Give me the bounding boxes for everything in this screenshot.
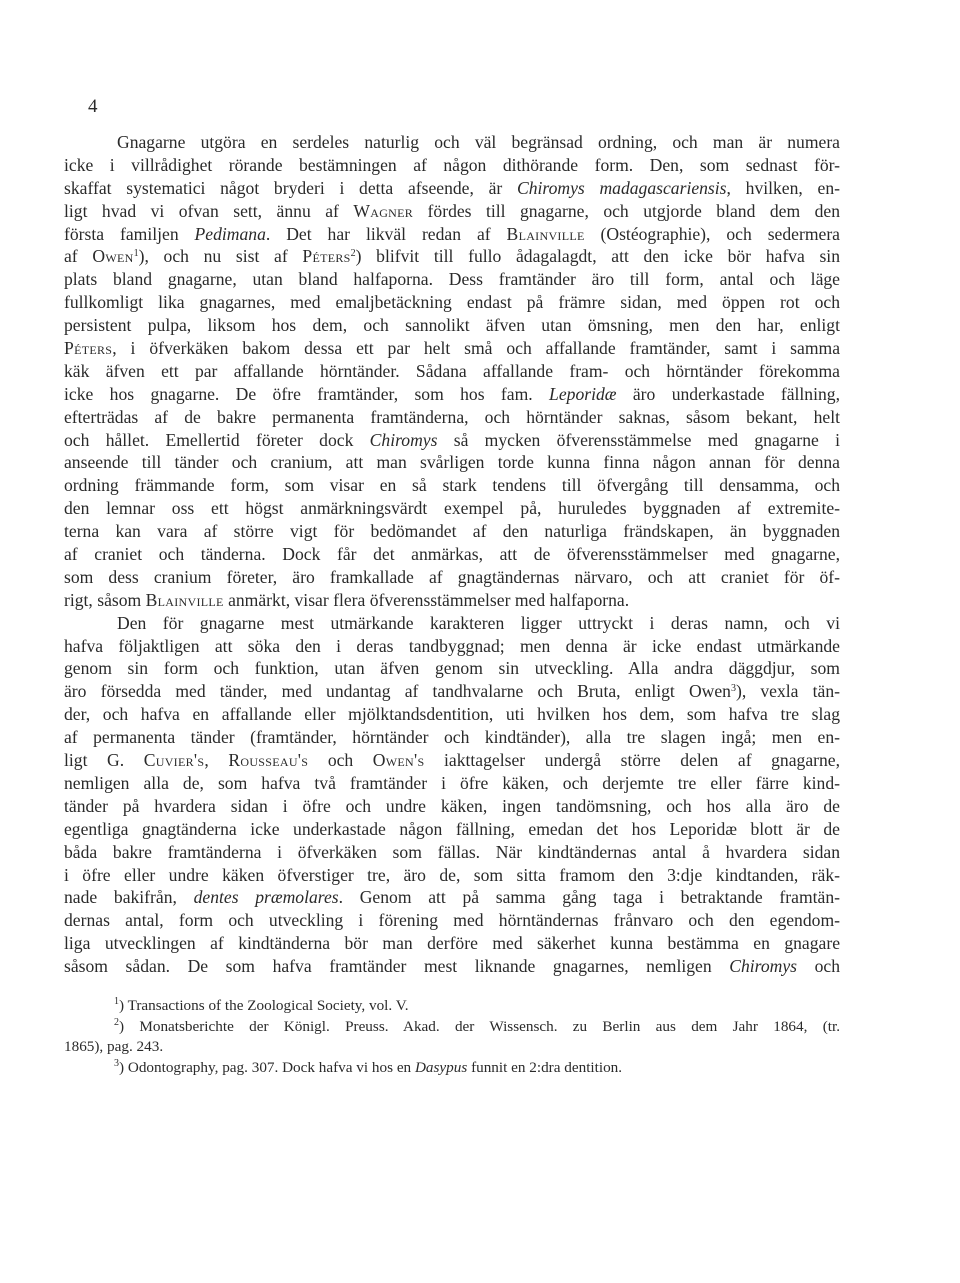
italic-term: Leporidæ: [549, 383, 617, 404]
text-line: [64, 360, 840, 383]
author-name: Cuvier's: [143, 750, 205, 771]
text-line: [64, 429, 840, 452]
text-line: [64, 131, 840, 154]
text-line: [64, 589, 840, 612]
text-run: hafva följaktligen att söka den i deras tandbyggnad; men denna är icke endast utmärkande: [64, 635, 840, 656]
text-line: [64, 154, 840, 177]
footnotes: [64, 996, 840, 1078]
text-line: [64, 864, 840, 887]
text-run: ,: [204, 750, 229, 771]
footnote-line: [64, 1058, 840, 1079]
text-line: [64, 245, 840, 268]
author-name: Blainville: [145, 589, 224, 610]
footnote-marker: 1: [114, 996, 119, 1007]
text-run: som dess cranium företer, äro framkallade af gnagtändernas närvaro, och att craniet för öf-: [64, 566, 840, 587]
text-line: [64, 406, 840, 429]
text-run: af: [64, 246, 93, 267]
author-name: Owen's: [372, 750, 425, 771]
italic-term: Chiromys: [729, 956, 798, 977]
author-name: Péters: [302, 246, 351, 267]
text-line: [64, 200, 840, 223]
text-run: första familjen: [64, 223, 195, 244]
footnote-line: [64, 1037, 840, 1058]
footnote-line: [64, 996, 840, 1017]
text-run: så mycken öfverensstämmelse med gnagarne i: [437, 429, 840, 450]
italic-term: Chiromys: [369, 429, 438, 450]
footnote-line: [64, 1017, 840, 1038]
text-run: funnit en 2:dra dentition.: [467, 1058, 623, 1076]
text-run: icke hos gnagarne. De öfre framtänder, som hos fam.: [64, 383, 550, 404]
text-run: äro försedda med tänder, med undantag af tandhvalarne och Bruta, enligt Owen: [64, 681, 731, 702]
page-number: 4: [88, 96, 98, 117]
text-line: [64, 955, 840, 978]
text-run: persistent pulpa, liksom hos dem, och sannolikt äfven utan ömsning, men den har, enligt: [64, 315, 840, 336]
italic-term: Chiromys madagascariensis: [516, 177, 727, 198]
text-line: [64, 543, 840, 566]
text-line: [64, 268, 840, 291]
text-line: [64, 451, 840, 474]
text-run: skaffat systematici något bryderi i detta afseende, är: [64, 177, 517, 198]
text-line: [64, 177, 840, 200]
text-line: [64, 337, 840, 360]
text-line: [64, 657, 840, 680]
text-run: äro underkastade fällning,: [616, 383, 840, 404]
text-run: ordning främmande form, som visar en så stark tendens till öfvergång till densamma, och: [64, 475, 840, 496]
text-run: fullkomligt lika gnagarnes, med emaljbetäckning endast på främre sidan, med öppen rot och: [64, 292, 840, 313]
text-run: Den för gnagarne mest utmärkande karakteren ligger uttryckt i deras namn, och vi: [117, 612, 840, 633]
text-run: 1865), pag. 243.: [64, 1038, 164, 1055]
text-run: såsom sådan. De som hafva framtänder mest liknande gnagarnes, nemligen: [64, 956, 730, 977]
author-name: Blainville: [506, 223, 585, 244]
text-run: liga utvecklingen af kindtänderna bör man derföre med säkerhet kunna bestämma en gnagare: [64, 933, 840, 954]
text-line: [64, 680, 840, 703]
text-line: [64, 703, 840, 726]
text-line: [64, 726, 840, 749]
text-line: [64, 772, 840, 795]
footnote-marker: 3: [730, 683, 736, 695]
text-line: [64, 932, 840, 955]
text-line: [64, 314, 840, 337]
text-run: anseende till tänder och cranium, att man svårligen torde kunna finna någon annan för denna: [64, 452, 840, 473]
text-line: [64, 474, 840, 497]
text-line: [64, 223, 840, 246]
text-run: ) Odontography, pag. 307. Dock hafva vi hos en: [119, 1058, 415, 1076]
text-line: [64, 520, 840, 543]
italic-term: Pedimana: [194, 223, 266, 244]
text-run: ), och nu sist af: [138, 246, 303, 267]
text-run: , hvilken, en-: [726, 177, 840, 198]
footnote-marker: 2: [114, 1016, 119, 1028]
text-run: dernas antal, form och utveckling i förening med hörntändernas frånvaro och den egendom-: [64, 910, 840, 931]
italic-term: dentes præmolares: [193, 887, 339, 908]
text-line: [64, 291, 840, 314]
text-line: [64, 841, 840, 864]
text-run: ) Transactions of the Zoological Society, vol. V.: [119, 997, 409, 1014]
text-run: der, och hafva en affallande eller mjölktandsdentition, uti hvilken hos dem, som hafva tre slag: [64, 704, 840, 725]
text-run: nemligen alla de, som hafva två framtänder i öfre käken, och derjemte tre eller färre kind-: [64, 772, 840, 793]
text-run: egentliga gnagtänderna icke underkastade någon fällning, emedan det hos Leporidæ blott är de: [64, 818, 840, 839]
text-line: [64, 886, 840, 909]
footnote-marker: 1: [133, 248, 139, 260]
author-name: Owen: [92, 246, 134, 267]
text-run: den lemnar oss ett högst anmärkningsvärdt exempel på, huruledes byggnaden af extremite-: [64, 498, 840, 519]
text-run: käk äfven ett par affallande hörntänder. Sådana affallande fram- och hörntänder förekomma: [64, 360, 840, 381]
text-run: genom sin form och funktion, utan äfven genom sin utveckling. Alla andra däggdjur, som: [64, 658, 840, 679]
text-run: efterträdas af de bakre permanenta framtänderna, och hörntänder saknas, såsom bekant, helt: [64, 406, 840, 427]
text-run: rigt, såsom: [64, 589, 146, 610]
text-line: [64, 909, 840, 932]
author-name: Rousseau's: [228, 750, 309, 771]
italic-term: Dasypus: [414, 1058, 468, 1076]
text-run: fördes till gnagarne, och utgjorde bland dem den: [413, 200, 840, 221]
text-run: nade bakifrån,: [64, 887, 194, 908]
body-text: [64, 131, 840, 978]
text-run: . Genom att på samma gång taga i betraktande framtän-: [338, 887, 840, 908]
text-line: [64, 566, 840, 589]
text-line: [64, 749, 840, 772]
text-run: ) Monatsberichte der Königl. Preuss. Akad. der Wissensch. zu Berlin aus dem Jahr 1864, (tr.: [119, 1017, 840, 1035]
text-line: [64, 612, 840, 635]
text-run: af permanenta tänder (framtänder, hörntänder och kindtänder), alla tre slagen ingå; men en-: [64, 727, 840, 748]
text-line: [64, 795, 840, 818]
text-run: terna kan vara af större vigt för bedömandet af den naturliga frändskapen, än byggnaden: [64, 521, 840, 542]
text-run: och hållet. Emellertid företer dock: [64, 429, 370, 450]
text-line: [64, 497, 840, 520]
text-run: plats bland gnagarne, utan bland halfaporna. Dess framtänder äro till form, antal och läge: [64, 269, 840, 290]
text-run: (Ostéographie), och sedermera: [584, 223, 840, 244]
text-run: ligt G.: [64, 750, 144, 771]
text-run: och: [797, 956, 840, 977]
footnote-marker: 2: [350, 248, 356, 260]
text-run: ) blifvit till fullo ådagalagdt, att den icke bör hafva sin: [355, 246, 840, 267]
text-run: i öfre eller undre käken öfverstiger tre, äro de, som sitta framom den 3:dje kindtanden, räk-: [64, 864, 840, 885]
text-line: [64, 383, 840, 406]
author-name: Wagner: [353, 200, 414, 221]
text-run: ligt hvad vi ofvan sett, ännu af: [64, 200, 354, 221]
text-run: båda bakre framtänderna i öfverkäken som fällas. När kindtändernas antal å hvardera sidan: [64, 841, 840, 862]
text-run: , i öfverkäken bakom dessa ett par helt små och affallande framtänder, samt i samma: [112, 338, 840, 359]
footnote-marker: 3: [114, 1057, 119, 1069]
text-line: [64, 818, 840, 841]
text-run: af craniet och tänderna. Dock får det anmärkas, att de öfverensstämmelser med gnagarne,: [64, 544, 840, 565]
text-run: och: [308, 750, 373, 771]
text-run: . Det har likväl redan af: [265, 223, 507, 244]
author-name: Péters: [64, 338, 113, 359]
text-run: ), vexla tän-: [735, 681, 840, 702]
text-run: icke i villrådighet rörande bestämningen af någon dithörande form. Den, som sednast för-: [64, 154, 840, 175]
text-run: iakttagelser undergå större delen af gnagarne,: [424, 750, 840, 771]
text-run: tänder på hvardera sidan i öfre och undre käken, ingen tandömsning, och hos alla äro de: [64, 795, 840, 816]
text-run: Gnagarne utgöra en serdeles naturlig och väl begränsad ordning, och man är numera: [117, 132, 840, 152]
text-line: [64, 635, 840, 658]
text-run: anmärkt, visar flera öfverensstämmelser med halfaporna.: [223, 589, 630, 610]
